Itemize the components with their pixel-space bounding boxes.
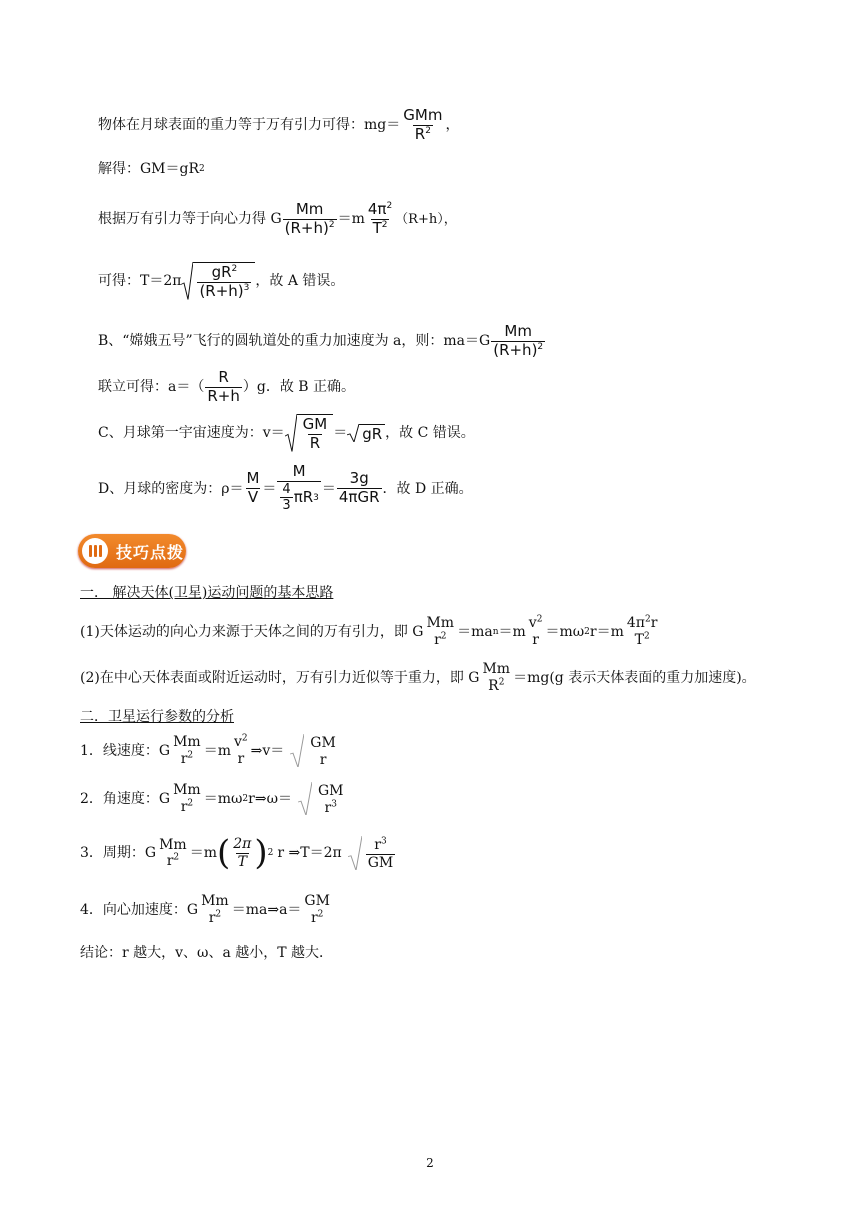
- section-2-item-4: 4．向心加速度：G Mm $r^2$ ＝ma⇒a＝ GM $r^2$: [80, 893, 330, 926]
- page-number: 2: [426, 1156, 434, 1170]
- fraction: $\frac{\text{GMm}}{R^2}$: [403, 106, 443, 143]
- fraction: $\frac{3g}{\text{4πGR}}$: [338, 469, 380, 507]
- section-2-title: 二．卫星运行参数的分析: [80, 709, 234, 725]
- section-2-item-3: 3．周期：G Mm $r^2$ ＝m ( $\frac{2\pi}{T}$ ) 2 r ⇒T＝2π $\frac{r^3}{GM}$: [80, 836, 399, 870]
- fraction: $4\pi^2r$ $T^2$: [626, 614, 658, 648]
- section-2-item-1: 1．线速度：G Mm $r^2$ ＝m $v^2$ r ⇒v＝ GM r: [80, 734, 342, 767]
- section-1-point-2: (2)在中心天体表面或附近运动时，万有引力近似等于重力，即 G Mm $R^2$ ＝mg(g 表示天体表面的重力加速度)。: [80, 661, 756, 694]
- solution-line-1: 物体在月球表面的重力等于万有引力可得：mg＝ $\frac{\text{GMm}}{R^2}$ ，: [98, 106, 460, 143]
- fraction: Mm $r^2$: [201, 893, 229, 926]
- square-root: $\frac{r^3}{GM}$: [348, 836, 400, 870]
- fraction: $\frac{gR^2}{(R+h)^3}$: [199, 263, 250, 300]
- fraction: $v^2$ r: [528, 614, 543, 648]
- section-2-item-2: 2．角速度：G Mm $r^2$ ＝mω 2 r⇒ω＝ GM $r^3$: [80, 782, 350, 815]
- square-root: GM $r^3$: [298, 782, 350, 815]
- section-1-title: 一． 解决天体(卫星)运动问题的基本思路: [80, 585, 334, 601]
- tips-badge-label: 技巧点拨: [116, 542, 185, 562]
- solution-line-3: 根据万有引力等于向心力得 G $\frac{Mm}{(R+h)^2}$ ＝m $\frac{4\pi^2}{T^2}$ （R+h），: [98, 200, 457, 237]
- solution-line-c: C、月球第一宇宙速度为：v＝ $\frac{GM}{R}$ ＝ gR ，故 C 错误。: [98, 415, 475, 452]
- fraction: $v^2$ r: [234, 733, 248, 767]
- solution-line-d: D、月球的密度为：ρ＝ $\frac{M}{V}$ ＝ M $\frac{4}{3}$ πR 3 ＝ $\frac{3g}{\text{4πGR}}$ ．故 D 正确。: [98, 462, 473, 514]
- solution-line-2: 解得：GM＝gR 2: [98, 161, 205, 177]
- fraction: Mm $r^2$: [426, 615, 455, 648]
- square-root: [181, 262, 255, 300]
- section-1-point-1: (1)天体运动的向心力来源于天体之间的万有引力，即 G Mm $r^2$ ＝ma n ＝m $v^2$ r ＝mω 2 r＝m $4\pi^2r$ $T^2$: [80, 614, 658, 648]
- conclusion: 结论：r 越大，v、ω、a 越小，T 越大．: [80, 945, 334, 961]
- square-root: GM r: [290, 734, 342, 767]
- fraction: $\frac{2\pi}{T}$: [233, 836, 252, 870]
- tips-badge: [78, 534, 186, 568]
- fraction: Mm $R^2$: [482, 661, 511, 694]
- line-text: 物体在月球表面的重力等于万有引力可得：mg＝: [98, 117, 401, 134]
- fraction: $\frac{Mm}{(R+h)^2}$: [284, 200, 335, 237]
- fraction: $\frac{R}{R+h}$: [207, 368, 240, 405]
- fraction: GM $r^2$: [304, 893, 330, 926]
- fraction: $\frac{4\pi^2}{T^2}$: [367, 200, 393, 237]
- fraction: Mm $r^2$: [173, 782, 201, 815]
- solution-line-b2: 联立可得：a＝（ $\frac{R}{R+h}$ ）g．故 B 正确。: [98, 368, 356, 405]
- fraction: Mm $r^2$: [173, 734, 201, 767]
- fraction: $\frac{Mm}{(R+h)^2}$: [493, 322, 544, 359]
- bookmark-icon: [82, 538, 108, 564]
- square-root: [285, 414, 334, 452]
- fraction: M $\frac{4}{3}$ πR 3: [277, 464, 320, 513]
- fraction: $\frac{GM}{R}$: [302, 415, 328, 452]
- solution-line-b: B、“嫦娥五号”飞行的圆轨道处的重力加速度为 a，则：ma＝G $\frac{Mm}{(R+h)^2}$: [98, 322, 544, 359]
- solution-line-4: 可得：T＝2π $\frac{gR^2}{(R+h)^3}$ ，故 A 错误。: [98, 263, 345, 300]
- square-root: gR: [347, 424, 385, 442]
- fraction: $\frac{M}{V}$: [246, 469, 260, 507]
- fraction: Mm $r^2$: [159, 836, 187, 870]
